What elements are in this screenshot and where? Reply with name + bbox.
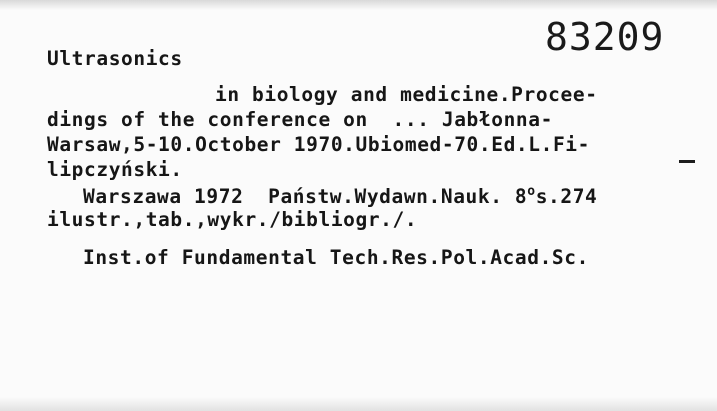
imprint-pages: s.274: [535, 185, 598, 208]
institution-line: Inst.of Fundamental Tech.Res.Pol.Acad.Sc.: [83, 246, 589, 269]
imprint-format-superscript: o: [527, 184, 536, 199]
title-line-1: in biology and medicine.Procee-: [215, 83, 598, 106]
illustration-line: ilustr.,tab.,wykr./bibliogr./.: [47, 208, 418, 231]
imprint-line: [83, 185, 597, 207]
card-top-shadow: [0, 0, 717, 10]
title-line-4: lipczyński.: [47, 158, 183, 181]
catalog-number: 83209: [545, 15, 665, 59]
imprint-publication: Warszawa 1972 Państw.Wydawn.Nauk.: [83, 185, 503, 208]
title-line-2: dings of the conference on ... Jabłonna-: [47, 108, 553, 131]
imprint-format: 8: [514, 185, 528, 208]
card-heading: Ultrasonics: [47, 47, 183, 70]
title-line-3: Warsaw,5-10.October 1970.Ubiomed-70.Ed.L.Fi-: [47, 133, 590, 156]
dash-mark: [679, 160, 695, 163]
card-bottom-edge: [0, 397, 717, 411]
